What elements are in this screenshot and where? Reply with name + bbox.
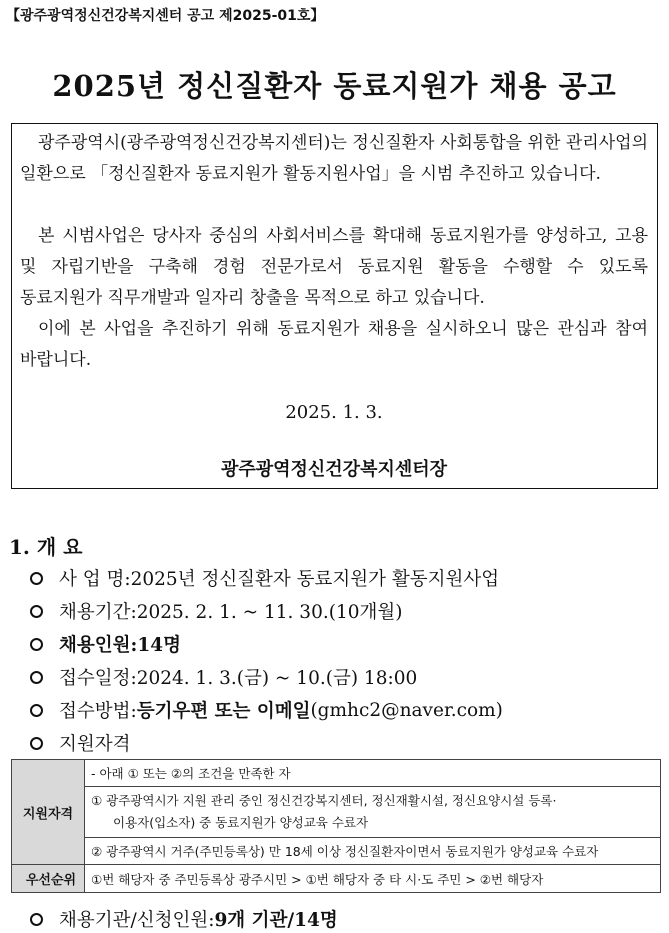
qualification-row-3: ② 광주광역시 거주(주민등록상) 만 18세 이상 정신질환자이면서 동료지원가 양성교육 수료자: [85, 838, 661, 865]
qualification-row-2-line-1: ① 광주광역시가 지원 관리 중인 정신건강복지센터, 정신재활시설, 정신요양시설 등록·: [91, 793, 557, 808]
section-heading-overview: 1. 개 요: [9, 535, 83, 559]
item-value: 2024. 1. 3.(금) ~ 10.(금) 18:00: [136, 668, 418, 689]
intro-paragraph-3: 이에 본 사업을 추진하기 위해 동료지원가 채용을 실시하오니 많은 관심과 참여 바랍니다.: [20, 319, 648, 370]
item-value: 2025. 2. 1. ~ 11. 30.(10개월): [136, 602, 403, 623]
notice-date: 2025. 1. 3.: [285, 402, 383, 423]
item-label: 채용기간:: [59, 602, 137, 623]
item-schedule: [30, 664, 417, 690]
circle-bullet-icon: [30, 572, 43, 585]
item-label: 지원자격: [59, 734, 131, 755]
item-project-name: [30, 565, 499, 591]
item-label: 접수방법:: [59, 701, 137, 722]
item-period: [30, 598, 402, 624]
circle-bullet-icon: [30, 638, 43, 651]
signer: 광주광역정신건강복지센터장: [220, 459, 448, 480]
item-institutions: [30, 906, 338, 932]
item-label: 채용인원:: [59, 635, 138, 656]
page-title: 2025년 정신질환자 동료지원가 채용 공고: [52, 69, 617, 103]
qualification-header: 지원자격: [12, 760, 85, 865]
circle-bullet-icon: [30, 704, 43, 717]
item-label: 접수일정:: [59, 668, 137, 689]
priority-row: ①번 해당자 중 주민등록상 광주시민 > ①번 해당자 중 타 시·도 주민 > ②번 해당자: [85, 865, 661, 893]
notice-number: 【광주광역정신건강복지센터 공고 제2025-01호】: [6, 8, 325, 24]
intro-paragraph-2: 본 시범사업은 당사자 중심의 사회서비스를 확대해 동료지원가를 양성하고, 고용 및 자립기반을 구축해 경험 전문가로서 동료지원 활동을 수행할 수 있도록 동료지원가 직무개발과 일자리 창출을 목적으로 하고 있습니다.: [20, 226, 648, 308]
qualification-table: [11, 759, 661, 893]
circle-bullet-icon: [30, 605, 43, 618]
item-value-bold: 등기우편 또는 이메일: [136, 701, 311, 722]
item-label: 채용기관/신청인원:: [59, 910, 215, 931]
item-email: (gmhc2@naver.com): [310, 699, 503, 721]
qualification-row-2: [85, 787, 661, 838]
circle-bullet-icon: [30, 913, 43, 926]
item-headcount: [30, 631, 181, 657]
item-qualification: [30, 730, 130, 756]
qualification-row-2-line-2: 이용자(입소자) 중 동료지원가 양성교육 수료자: [113, 815, 369, 830]
item-value: 2025년 정신질환자 동료지원가 활동지원사업: [130, 569, 500, 590]
item-value: 9개 기관/14명: [214, 910, 338, 931]
intro-box: [11, 123, 658, 489]
item-value: 14명: [137, 635, 181, 656]
qualification-row-1: - 아래 ① 또는 ②의 조건을 만족한 자: [85, 760, 661, 787]
circle-bullet-icon: [30, 737, 43, 750]
priority-header: 우선순위: [12, 865, 85, 893]
intro-paragraph-1: 광주광역시(광주광역정신건강복지센터)는 정신질환자 사회통합을 위한 관리사업의 일환으로 「정신질환자 동료지원가 활동지원사업」을 시범 추진하고 있습니다.: [20, 133, 648, 184]
circle-bullet-icon: [30, 671, 43, 684]
item-method: [30, 697, 503, 723]
item-label: 사 업 명:: [59, 569, 131, 590]
